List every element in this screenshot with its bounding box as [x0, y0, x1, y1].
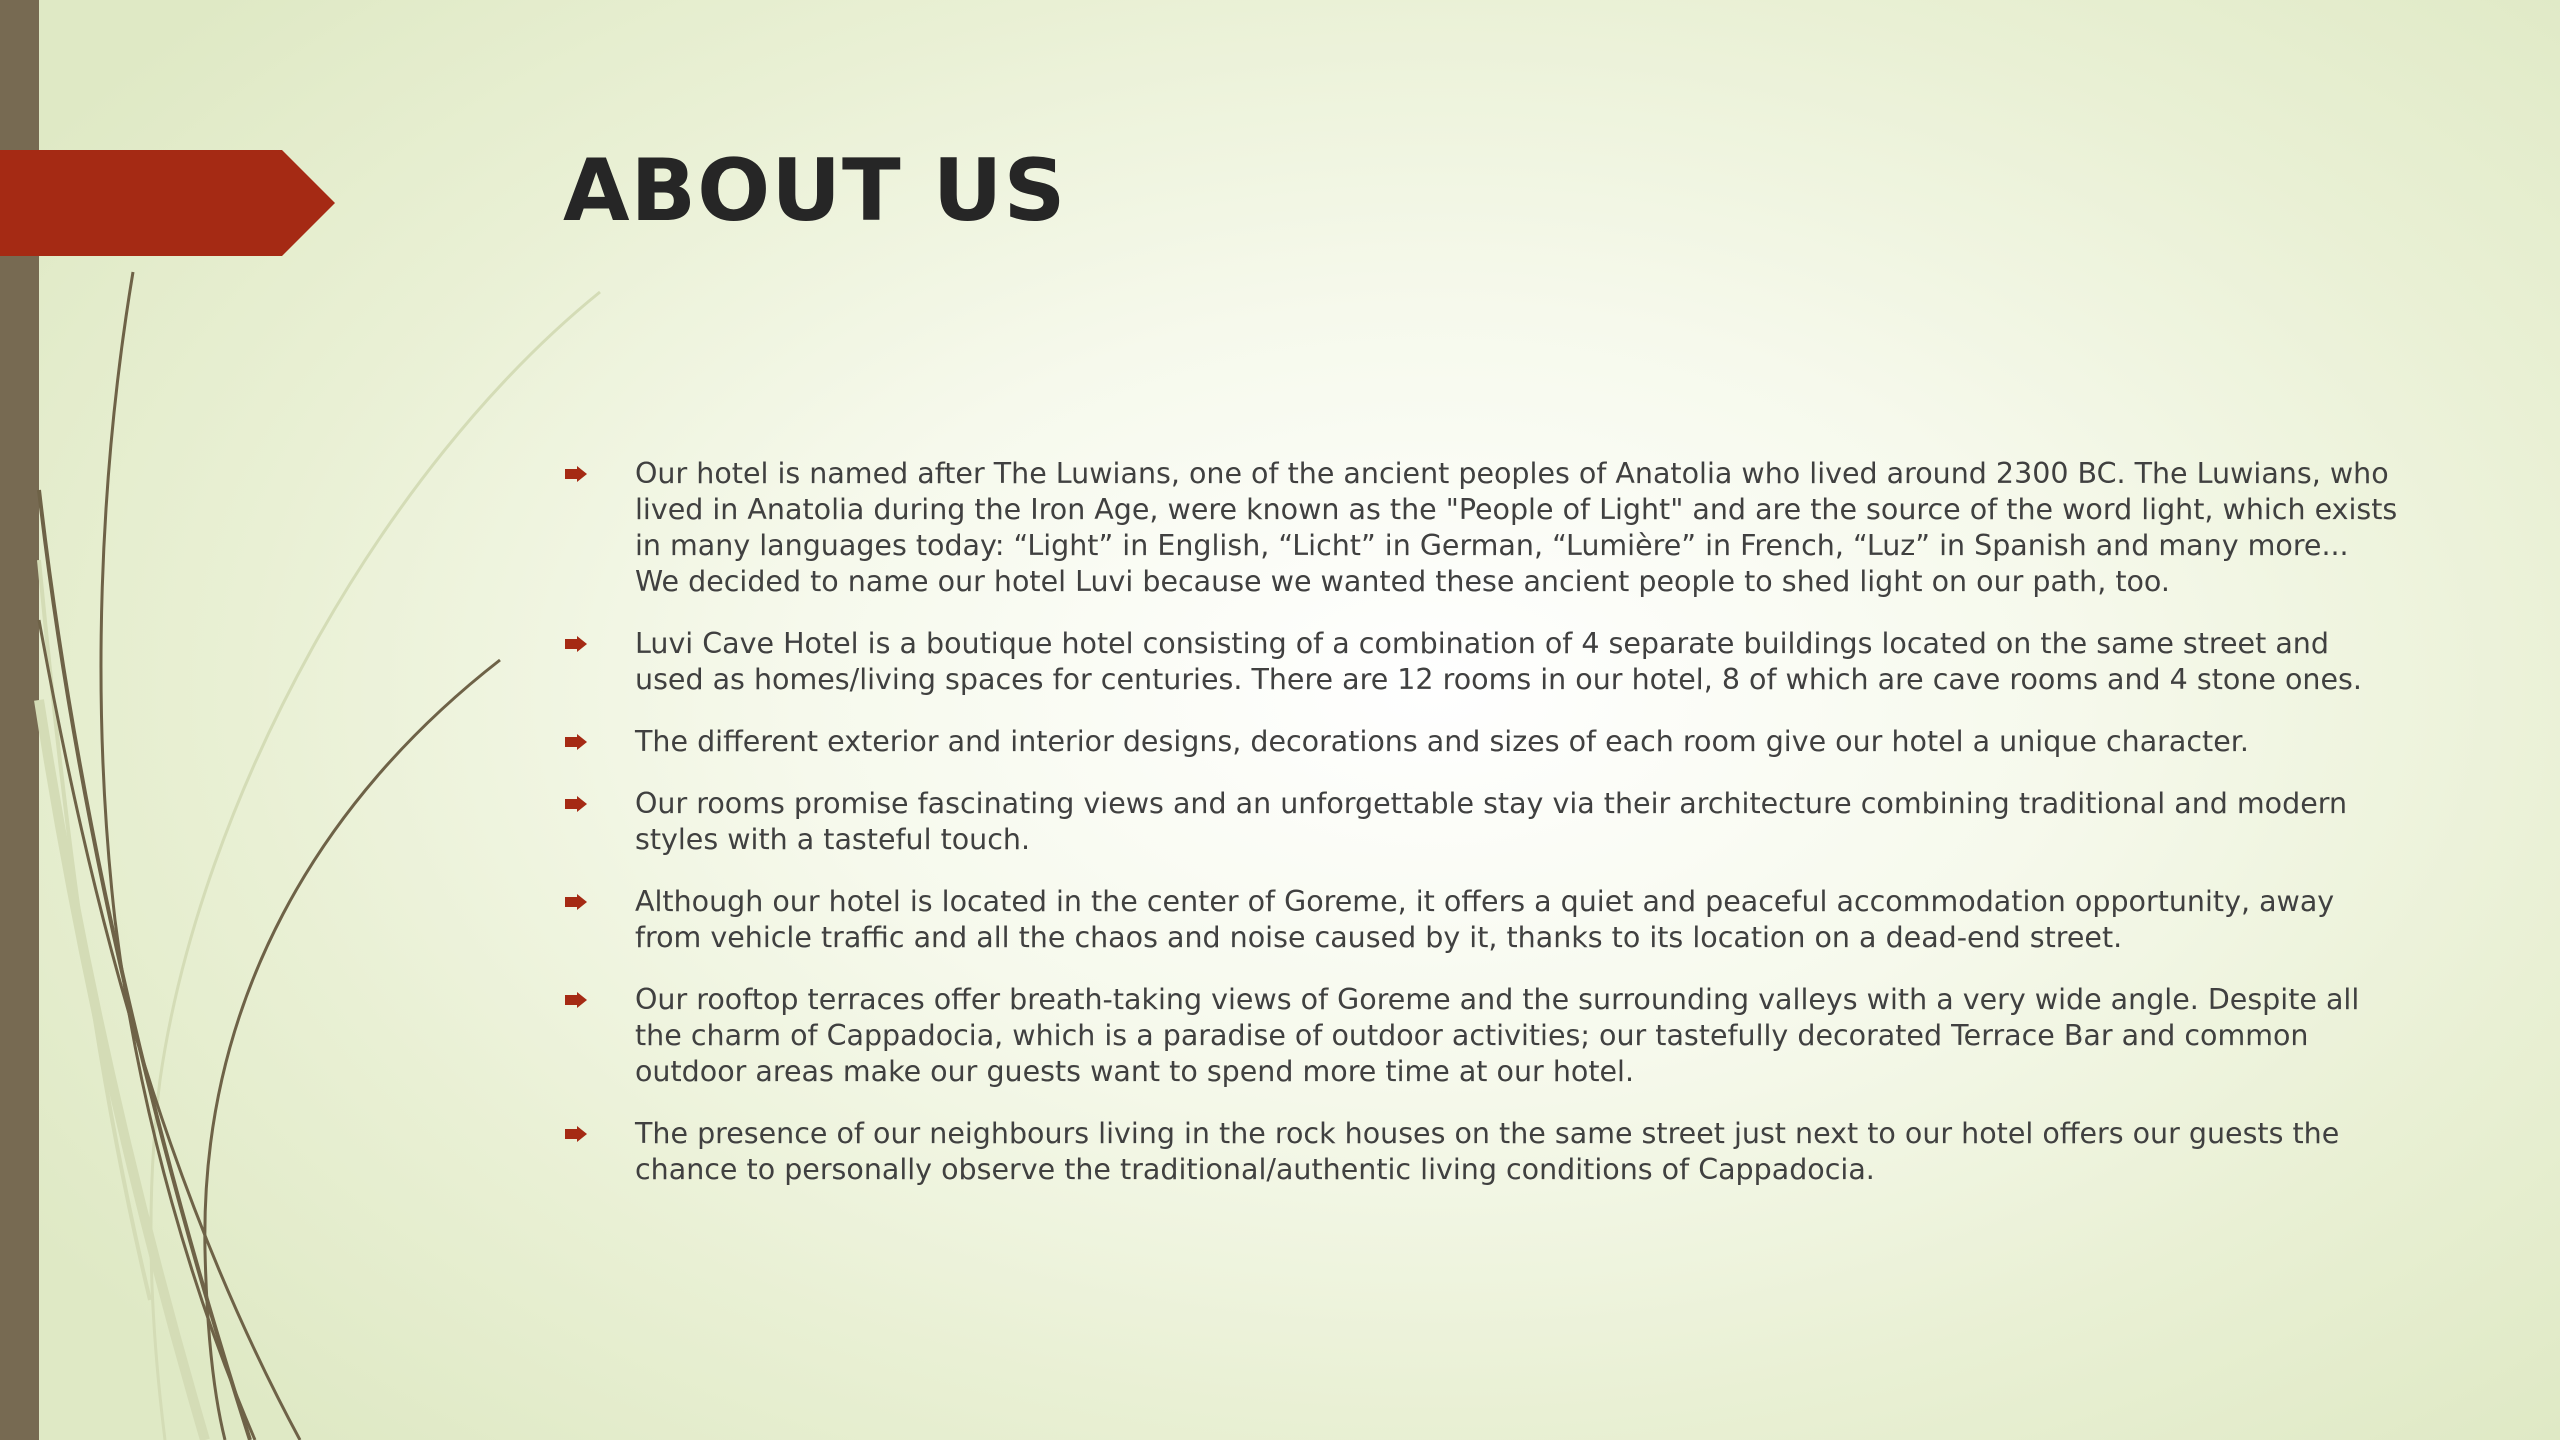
- list-item: [563, 884, 2398, 956]
- list-item-text: The presence of our neighbours living in the rock houses on the same street just next to our hotel offers our guests the chance to personally observe the traditional/authentic living conditions of Cappadocia.: [635, 1117, 2340, 1186]
- list-item: [563, 982, 2398, 1090]
- list-item-text: Our rooftop terraces offer breath-taking views of Goreme and the surrounding valleys with a very wide angle. Despite all the charm of Cappadocia, which is a paradise of outdoor activities; our tastefully decorated Terrace Bar and common outdoor areas make our guests want to spend more time at our hotel.: [635, 983, 2360, 1088]
- bullet-list: [563, 456, 2398, 1214]
- title-arrow-shape: [0, 150, 335, 256]
- arrow-bullet-icon: [565, 894, 587, 910]
- arrow-bullet-icon: [565, 796, 587, 812]
- list-item-text: The different exterior and interior designs, decorations and sizes of each room give our hotel a unique character.: [635, 725, 2249, 758]
- arrow-bullet-icon: [565, 466, 587, 482]
- list-item: [563, 786, 2398, 858]
- dark-curve: [39, 490, 250, 1440]
- list-item-text: Although our hotel is located in the center of Goreme, it offers a quiet and peaceful accommodation opportunity, away from vehicle traffic and all the chaos and noise caused by it, thanks to its location on a dead-end street.: [635, 885, 2335, 954]
- arrow-bullet-icon: [565, 734, 587, 750]
- arrow-bullet-icon: [565, 992, 587, 1008]
- list-item-text: Our rooms promise fascinating views and an unforgettable stay via their architecture combining traditional and modern styles with a tasteful touch.: [635, 787, 2348, 856]
- list-item: [563, 456, 2398, 600]
- list-item: [563, 1116, 2398, 1188]
- list-item-text: Luvi Cave Hotel is a boutique hotel consisting of a combination of 4 separate buildings located on the same street and used as homes/living spaces for centuries. There are 12 rooms in our hotel, 8 of which are cave rooms and 4 stone ones.: [635, 627, 2362, 696]
- list-item: [563, 626, 2398, 698]
- list-item-text: Our hotel is named after The Luwians, one of the ancient peoples of Anatolia who lived around 2300 BC. The Luwians, who lived in Anatolia during the Iron Age, were known as the "People of Light" and are the source of the word light, which exists in many languages today: “Light” in English, “Licht” in German, “Lumière” in French, “Luz” in Spanish and many more... We decided to name our hotel Luvi because we wanted these ancient people to shed light on our path, too.: [635, 457, 2398, 598]
- arrow-bullet-icon: [565, 636, 587, 652]
- arrow-bullet-icon: [565, 1126, 587, 1142]
- dark-curve: [101, 272, 255, 1440]
- list-item: [563, 724, 2398, 760]
- page-title: ABOUT US: [563, 141, 1067, 241]
